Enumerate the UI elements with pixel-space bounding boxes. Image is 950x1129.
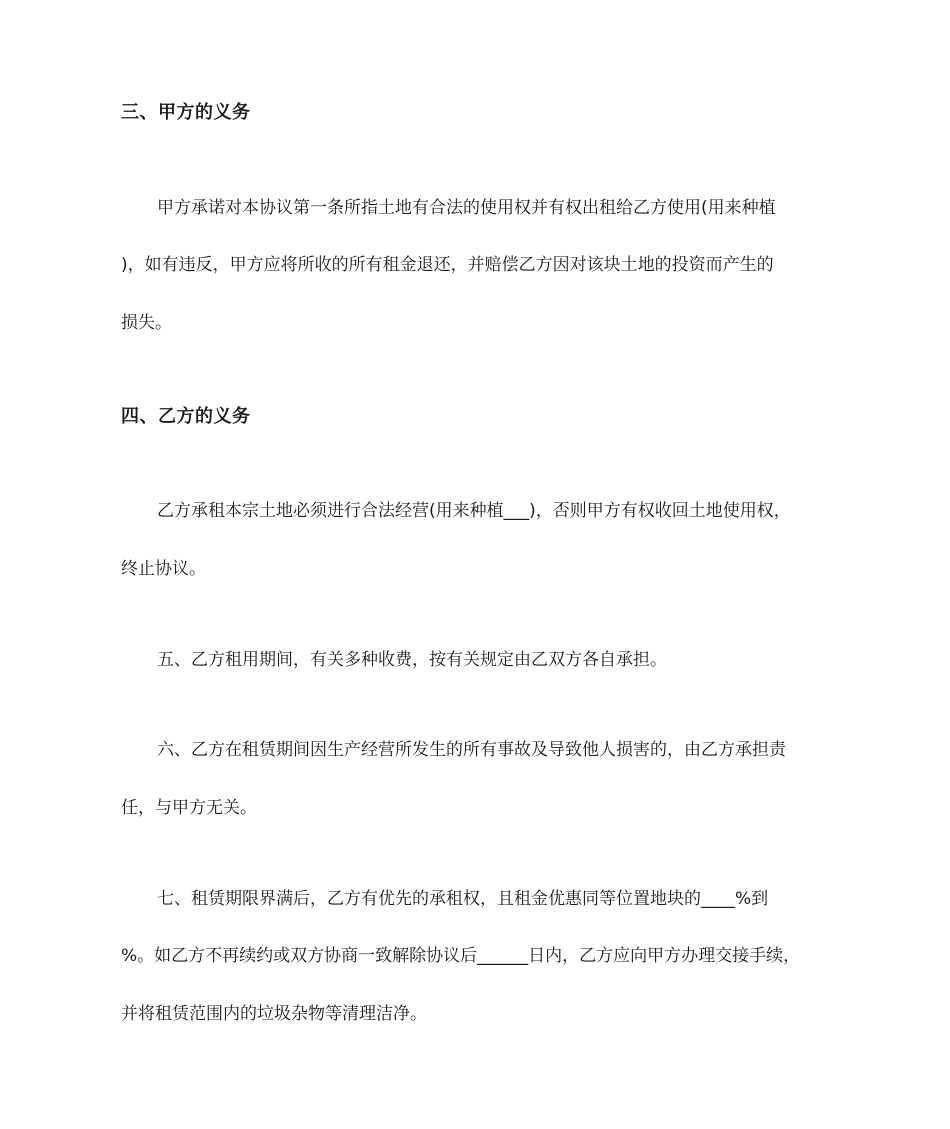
- paragraph-line: 甲方承诺对本协议第一条所指土地有合法的使用权并有权出租给乙方使用(用来种植: [157, 198, 776, 218]
- paragraph-line: 六、乙方在租赁期间因生产经营所发生的所有事故及导致他人损害的，由乙方承担责: [157, 740, 786, 760]
- paragraph-line: 七、租赁期限界满后，乙方有优先的承租权，且租金优惠同等位置地块的____%到: [157, 889, 769, 909]
- section-heading: 四、乙方的义务: [121, 406, 251, 427]
- section-heading: 三、甲方的义务: [121, 102, 251, 123]
- paragraph-line: 五、乙方租用期间，有关多种收费，按有关规定由乙双方各自承担。: [157, 650, 667, 670]
- paragraph-line: 并将租赁范围内的垃圾杂物等清理洁净。: [121, 1004, 427, 1024]
- paragraph-line: 任，与甲方无关。: [121, 798, 257, 818]
- paragraph-line: 损失。: [121, 313, 172, 333]
- document-page: [121, 0, 833, 1129]
- paragraph-line: 终止协议。: [121, 559, 206, 579]
- paragraph-line: 乙方承租本宗土地必须进行合法经营(用来种植___)，否则甲方有权收回土地使用权，: [157, 501, 791, 521]
- paragraph-line: )，如有违反，甲方应将所收的所有租金退还，并赔偿乙方因对该块土地的投资而产生的: [121, 255, 774, 275]
- paragraph-line: %。如乙方不再续约或双方协商一致解除协议后______日内，乙方应向甲方办理交接手续，: [121, 946, 801, 966]
